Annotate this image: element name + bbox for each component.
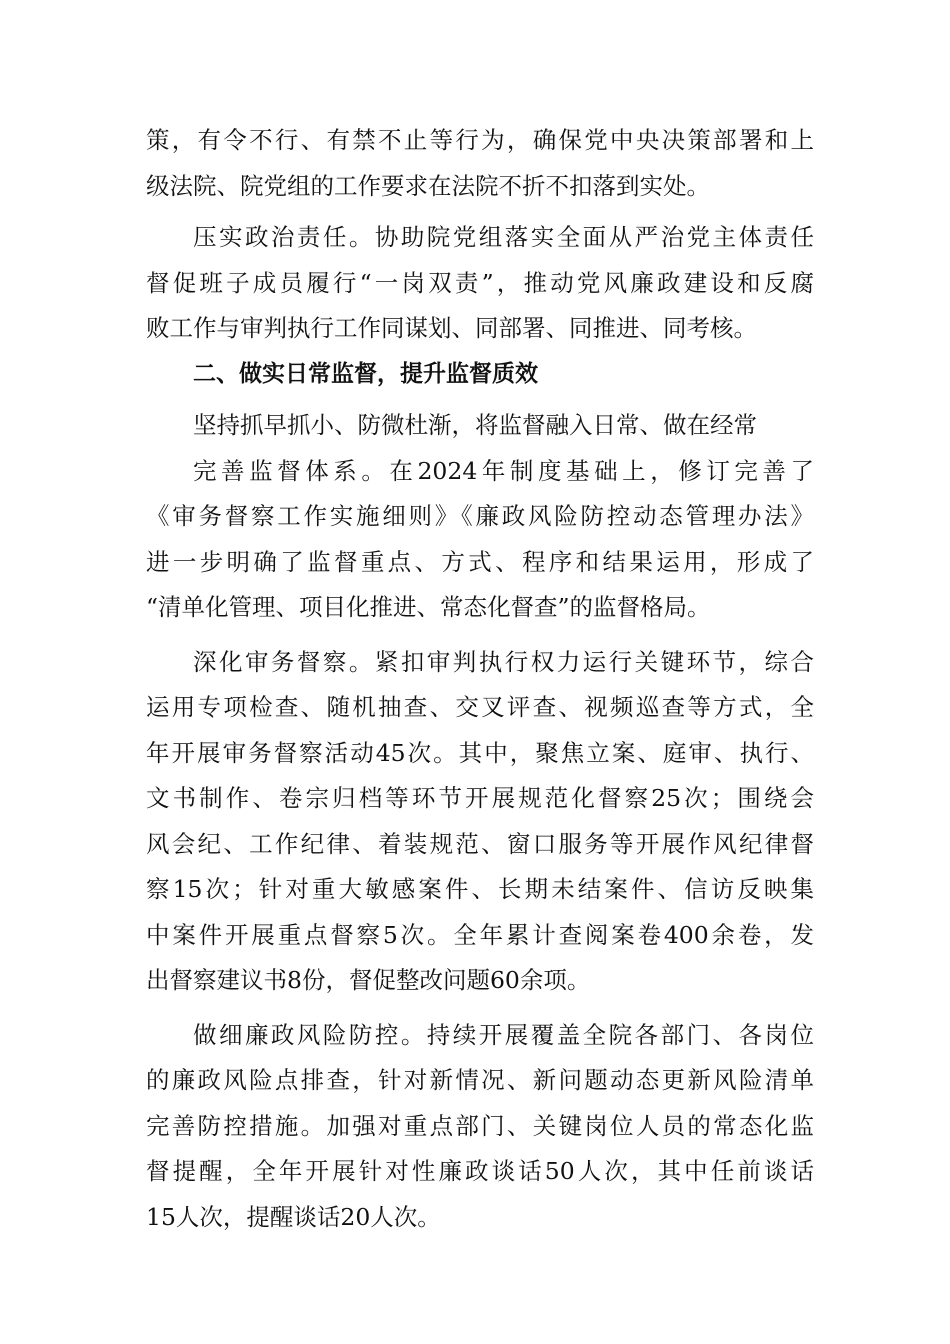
text-line: 进一步明确了监督重点、方式、程序和结果运用，形成了 [146,547,814,576]
text-line: 完善防控措施。加强对重点部门、关键岗位人员的常态化监 [146,1111,814,1140]
paragraph-1 [146,118,814,209]
text-line: 运用专项检查、随机抽查、交叉评查、视频巡查等方式，全 [146,693,814,721]
text-line: 级法院、院党组的工作要求在法院不折不扣落到实处。 [146,171,710,200]
text-line: 年开展审务督察活动45次。其中，聚焦立案、庭审、执行、 [146,738,814,767]
text-line: 中案件开展重点督察5次。全年累计查阅案卷400余卷，发 [146,920,814,949]
text-line: 风会纪、工作纪律、着装规范、窗口服务等开展作风纪律督 [146,829,814,858]
text-line: 败工作与审判执行工作同谋划、同部署、同推进、同考核。 [146,314,757,342]
text-line: 深化审务督察。紧扣审判执行权力运行关键环节，综合 [193,647,814,676]
text-line: 《审务督察工作实施细则》《廉政风险防控动态管理办法》 [146,502,814,530]
text-line: 察15次；针对重大敏感案件、长期未结案件、信访反映集 [146,875,814,903]
text-line: 15人次，提醒谈话20人次。 [146,1202,441,1231]
text-line: 策，有令不行、有禁不止等行为，确保党中央决策部署和上 [146,126,814,154]
paragraph-4 [146,449,814,631]
paragraph-3 [146,403,814,449]
text-line: 文书制作、卷宗归档等环节开展规范化督察25次；围绕会 [146,784,814,812]
text-line: 做细廉政风险防控。持续开展覆盖全院各部门、各岗位 [193,1020,814,1049]
text-line: 完善监督体系。在2024年制度基础上，修订完善了 [193,456,814,485]
text-line: 出督察建议书8份，督促整改问题60余项。 [146,966,591,994]
paragraph-5 [146,640,814,1004]
text-line: “清单化管理、项目化推进、常态化督查”的监督格局。 [146,593,711,621]
paragraph-2 [146,215,814,352]
document-body [146,118,814,1240]
text-line: 的廉政风险点排查，针对新情况、新问题动态更新风险清单 [146,1066,814,1094]
section-heading: 二、做实日常监督，提升监督质效 [193,360,538,387]
text-line: 督促班子成员履行“一岗双责”，推动党风廉政建设和反腐 [146,268,814,297]
text-line: 坚持抓早抓小、防微杜渐，将监督融入日常、做在经常 [193,411,757,439]
paragraph-6 [146,1013,814,1241]
text-line: 督提醒，全年开展针对性廉政谈话50人次，其中任前谈话 [146,1157,814,1185]
text-line: 压实政治责任。协助院党组落实全面从严治党主体责任 [193,223,814,251]
